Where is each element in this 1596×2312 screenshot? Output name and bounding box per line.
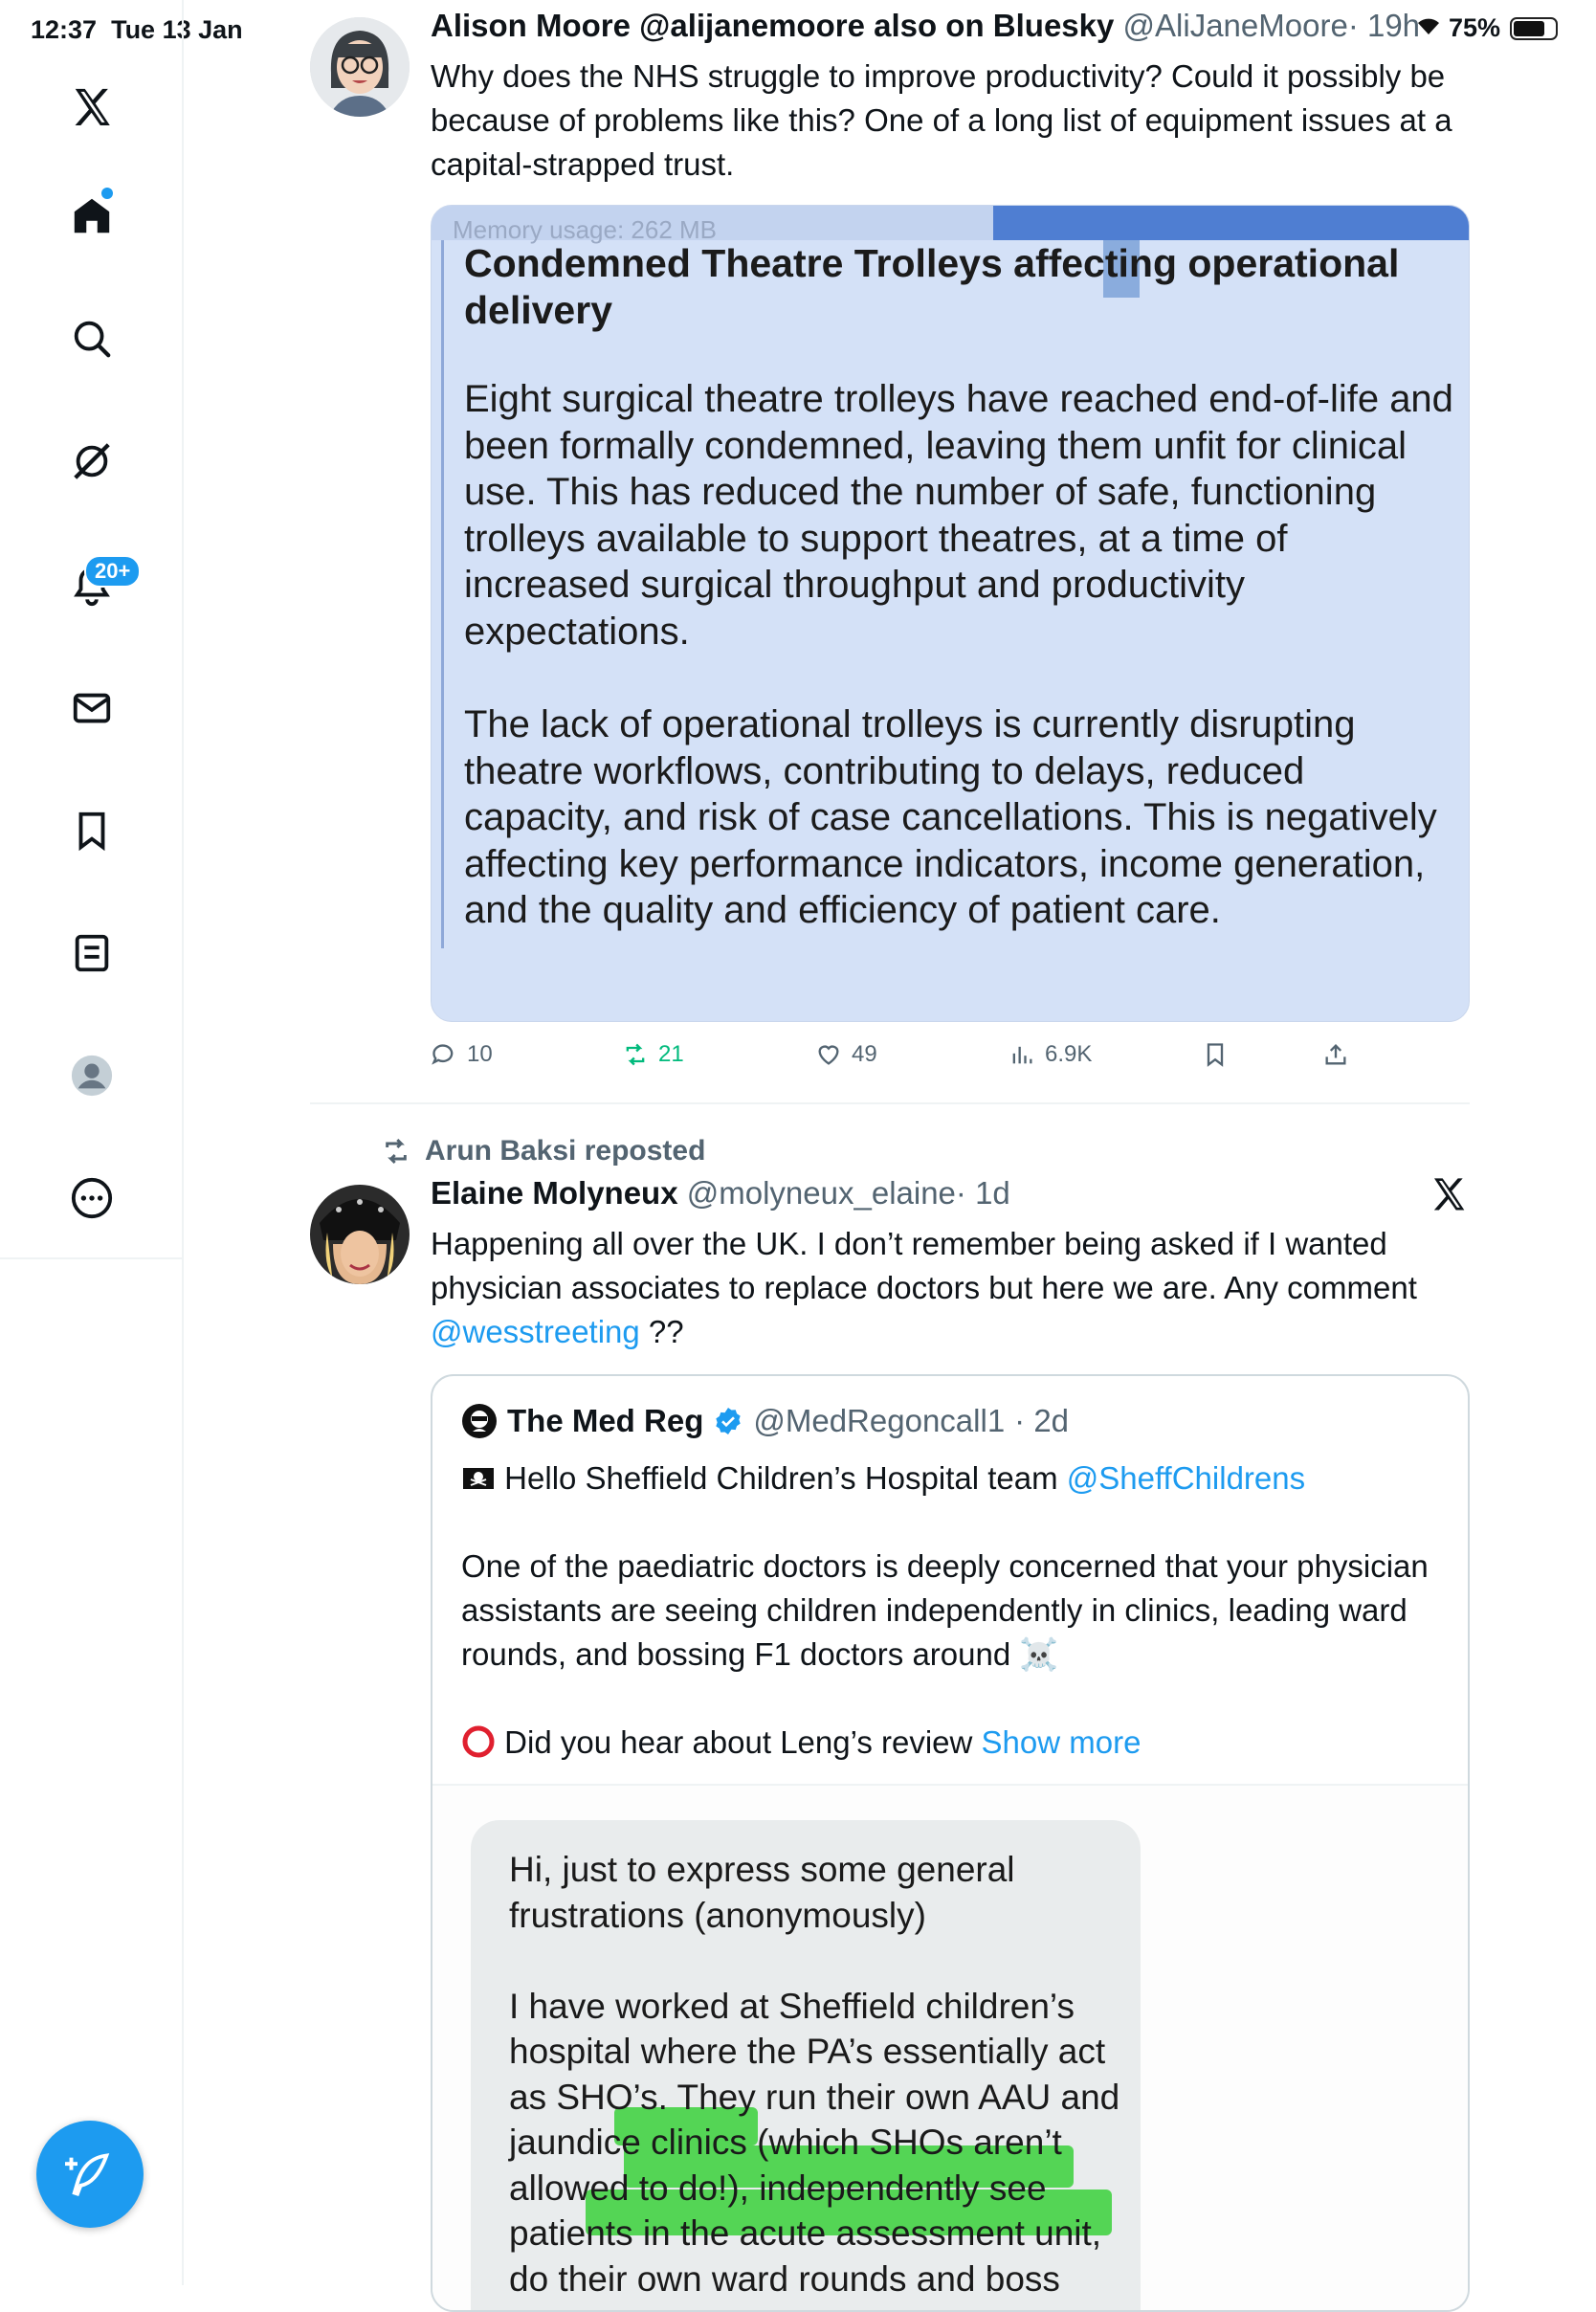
like-button[interactable] bbox=[815, 1041, 877, 1068]
message-bubble bbox=[471, 1820, 1141, 2312]
repost-small-icon bbox=[381, 1136, 411, 1167]
notifications-badge: 20+ bbox=[84, 555, 141, 588]
quote-display-name[interactable]: The Med Reg bbox=[507, 1403, 704, 1438]
views-chart-icon bbox=[1009, 1041, 1035, 1068]
doc-topbar bbox=[432, 206, 1470, 244]
tweet1-avatar[interactable] bbox=[310, 17, 410, 117]
view-count: 6.9K bbox=[1045, 1041, 1093, 1067]
memory-usage-label: Memory usage: 262 MB bbox=[453, 215, 718, 244]
quote-handle[interactable]: @MedRegoncall1 bbox=[753, 1403, 1006, 1438]
tweet1-handle[interactable]: @AliJaneMoore bbox=[1122, 8, 1348, 43]
reposted-by-text: Arun Baksi reposted bbox=[425, 1135, 706, 1167]
bookmarks-icon[interactable] bbox=[63, 802, 121, 859]
heart-icon bbox=[815, 1041, 842, 1068]
views-button[interactable] bbox=[1009, 1041, 1092, 1068]
tweet-separator bbox=[310, 1102, 1470, 1104]
grok-x-icon[interactable] bbox=[1430, 1175, 1475, 1221]
tweet2-header bbox=[431, 1175, 1010, 1212]
lists-icon[interactable] bbox=[63, 924, 121, 982]
bookmark-button[interactable] bbox=[1202, 1041, 1229, 1068]
repost-count: 21 bbox=[658, 1041, 684, 1067]
tweet2-time: · 1d bbox=[955, 1175, 1010, 1211]
doc-left-line bbox=[441, 240, 444, 948]
tweet2-display-name[interactable]: Elaine Molyneux bbox=[431, 1175, 678, 1211]
reposted-by-line[interactable] bbox=[381, 1135, 705, 1167]
quote-image[interactable] bbox=[432, 1786, 1470, 2312]
tweet1-image[interactable] bbox=[431, 205, 1470, 1022]
quote-line1 bbox=[461, 1456, 1447, 1501]
tweet1-display-name[interactable]: Alison Moore @alijanemoore also on Bluesky bbox=[431, 8, 1115, 43]
reply-count: 10 bbox=[467, 1041, 493, 1067]
grok-icon[interactable] bbox=[63, 433, 121, 490]
status-time: 12:37 Tue 13 Jan bbox=[31, 15, 243, 44]
profile-avatar-icon[interactable] bbox=[63, 1047, 121, 1104]
home-unread-dot bbox=[101, 188, 113, 199]
tweet2-text-end: ?? bbox=[639, 1314, 684, 1349]
search-icon[interactable] bbox=[63, 310, 121, 367]
messages-icon[interactable] bbox=[63, 679, 121, 737]
mention-sheffchildrens[interactable]: @SheffChildrens bbox=[1066, 1460, 1306, 1496]
verified-badge-icon bbox=[713, 1406, 743, 1436]
share-button[interactable] bbox=[1322, 1041, 1349, 1068]
compose-post-button[interactable] bbox=[36, 2121, 144, 2228]
sidebar-divider bbox=[0, 1257, 184, 1259]
bookmark-icon bbox=[1202, 1041, 1229, 1068]
doc-title: Condemned Theatre Trolleys affecting operational delivery bbox=[464, 241, 1400, 332]
pirate-flag-icon bbox=[461, 1460, 496, 1489]
share-icon bbox=[1322, 1041, 1349, 1068]
bubble-paragraph-2: I have worked at Sheffield children’s hospital where the PA’s essentially act as SHO’s. They run their own AAU and jaundice clinics (which SHOs aren’t allowed to do!), independently see patients in the acute assessment unit, do their own ward rounds and boss bbox=[509, 1986, 1120, 2299]
feather-plus-icon bbox=[65, 2149, 115, 2199]
doc-paragraph-2: The lack of operational trolleys is currently disrupting theatre workflows, contributing to delays, reduced capacity, and risk of case cancellations. This is negatively affecting key performance indicators, income generation, and the quality and efficiency of patient care. bbox=[464, 703, 1437, 931]
mention-wesstreeting[interactable]: @wesstreeting bbox=[431, 1314, 640, 1349]
battery-icon bbox=[1510, 17, 1558, 40]
sidebar bbox=[0, 0, 184, 2285]
like-count: 49 bbox=[852, 1041, 877, 1067]
quote-avatar[interactable] bbox=[461, 1403, 498, 1439]
status-right bbox=[1414, 13, 1558, 43]
tweet1-time: · 19h bbox=[1347, 8, 1421, 43]
quote-para3-text: Did you hear about Leng’s review bbox=[504, 1724, 982, 1760]
bubble-text bbox=[509, 1847, 1121, 2301]
tweet2-avatar[interactable] bbox=[310, 1185, 410, 1284]
quote-time: · 2d bbox=[1014, 1403, 1070, 1438]
quoted-tweet-card[interactable] bbox=[431, 1374, 1470, 2312]
tweet2-handle[interactable]: @molyneux_elaine bbox=[686, 1175, 956, 1211]
x-logo-icon[interactable] bbox=[63, 78, 121, 136]
tweet1-header bbox=[431, 8, 1420, 44]
quote-line1-text: Hello Sheffield Children’s Hospital team bbox=[504, 1460, 1067, 1496]
quote-header bbox=[461, 1403, 1069, 1439]
reply-icon bbox=[431, 1041, 457, 1068]
more-icon[interactable] bbox=[63, 1169, 121, 1227]
repost-icon bbox=[622, 1041, 649, 1068]
tweet1-text: Why does the NHS struggle to improve productivity? Could it possibly be because of problems like this? One of a long list of equipment issues at a capital-strapped trust. bbox=[431, 58, 1452, 182]
quote-paragraph-2: One of the paediatric doctors is deeply concerned that your physician assistants are seeing children independently in clinics, leading ward rounds, and bossing F1 doctors around ☠️ bbox=[461, 1548, 1429, 1672]
bubble-paragraph-1: Hi, just to express some general frustrations (anonymously) bbox=[509, 1850, 1015, 1935]
doc-paragraph-1: Eight surgical theatre trolleys have reached end-of-life and been formally condemned, leaving them unfit for clinical use. This has reduced the number of safe, functioning trolleys available to support theatres, at a time of increased surgical throughput and productivity expectations. bbox=[464, 378, 1453, 653]
quote-paragraph-3 bbox=[461, 1721, 1447, 1765]
battery-percent: 75% bbox=[1448, 13, 1500, 42]
tweet2-text bbox=[431, 1222, 1483, 1354]
red-circle-icon bbox=[461, 1724, 496, 1759]
reply-button[interactable] bbox=[431, 1041, 493, 1068]
repost-button[interactable] bbox=[622, 1041, 684, 1068]
show-more-link[interactable]: Show more bbox=[981, 1724, 1142, 1760]
tweet2-text-main: Happening all over the UK. I don’t remember being asked if I wanted physician associates to replace doctors but here we are. Any comment bbox=[431, 1226, 1417, 1305]
